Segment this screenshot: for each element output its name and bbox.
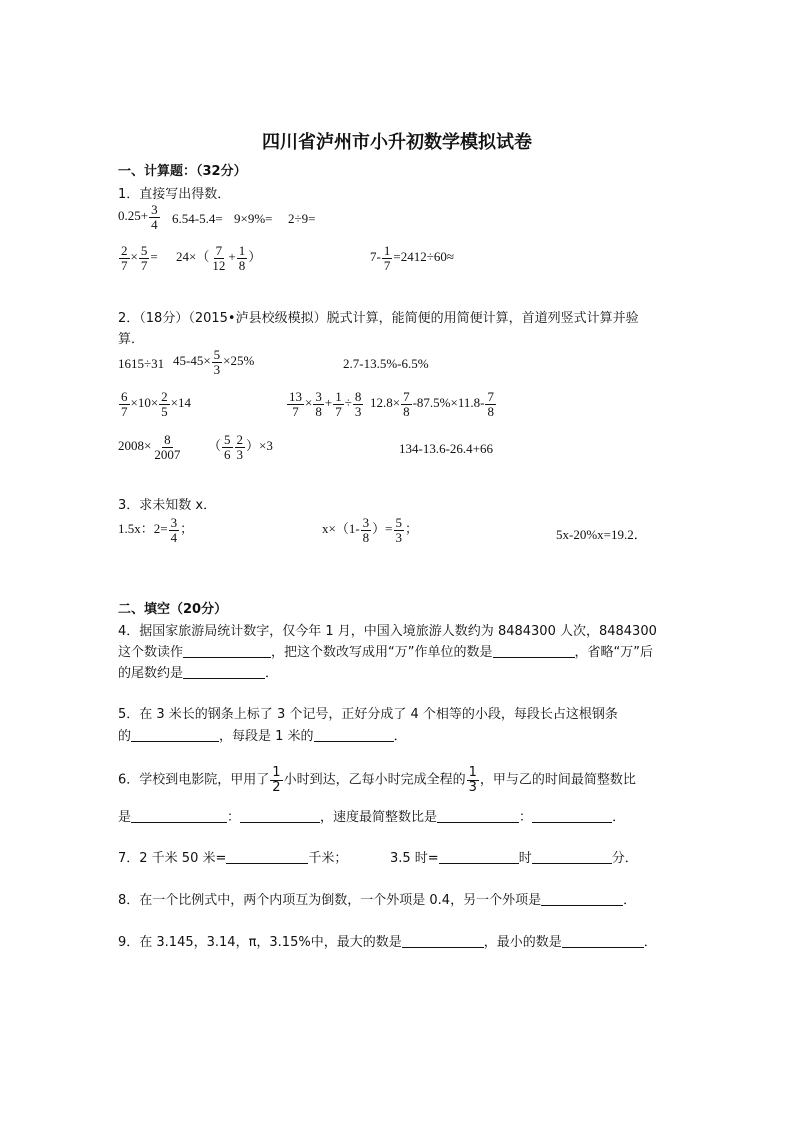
fraction: $\frac{5}{3}$ (395, 515, 403, 545)
question-5-line2: 的 ，每段是 1 米的 ． (118, 729, 407, 744)
fraction: $\frac{3}{4}$ (151, 202, 158, 232)
answer-blank[interactable] (562, 935, 644, 948)
q1-row2-item-c: 7- $\frac{1}{7}$ =2412÷60≈ (370, 243, 454, 273)
question-5-line1: 5．在 3 米长的钢条上标了 3 个记号，正好分成了 4 个相等的小段，每段长占这根钢条 (118, 707, 618, 722)
answer-blank[interactable] (226, 851, 308, 864)
q2-row2-item-b: $\frac{13}{7}$ × $\frac{3}{8}$ + $\frac{1}{7}$ ÷ $\frac{8}{3}$ (289, 389, 362, 419)
question-2-label-line1: 2．（18分）（2015•泸县校级模拟）脱式计算，能简便的用简便计算，首道列竖式计算并验 (118, 311, 639, 326)
answer-blank[interactable] (439, 851, 519, 864)
fraction: $\frac{2}{3}$ (236, 432, 244, 462)
fraction: $\frac{1}{7}$ (383, 243, 391, 273)
fraction: $\frac{3}{8}$ (362, 515, 370, 545)
page-title: 四川省泸州市小升初数学模拟试卷 (262, 132, 532, 153)
q3-item-a: 1.5x：2= $\frac{3}{4}$ ； (118, 515, 194, 545)
q2-row2-item-c: 12.8× $\frac{7}{8}$ -87.5%×11.8- $\frac{7}{8}$ (370, 389, 494, 419)
question-6-line2: 是 ： ，速度最简整数比是 ： ． (118, 810, 626, 825)
fraction: $\frac{1}{8}$ (238, 243, 246, 273)
q3-item-b: x×（1- $\frac{3}{8}$ ）= $\frac{5}{3}$ ； (322, 515, 419, 545)
q2-row1-item-a: 1615÷31 (118, 356, 165, 371)
question-4-line2: 这个数读作 ，把这个数改写成用“万”作单位的数是 ，省略“万”后 (118, 645, 653, 660)
fraction: $\frac{5}{3}$ (213, 347, 221, 377)
q1-row2-item-d: 2412÷60≈ (400, 249, 454, 265)
fraction: $\frac{5}{6}$ (224, 432, 231, 462)
fraction: $\frac{1}{7}$ (335, 389, 342, 419)
q1-row2-item-a: $\frac{2}{7}$ × $\frac{5}{7}$ = (121, 243, 158, 273)
question-3-label: 3．求未知数 x． (118, 498, 217, 513)
answer-blank[interactable] (493, 645, 575, 658)
answer-blank[interactable] (541, 893, 623, 906)
question-4-line1: 4．据国家旅游局统计数字，仅今年 1 月，中国入境旅游人数约为 8484300 人次，8484300 (118, 624, 657, 639)
fraction: $\frac{1}{2}$ (272, 765, 281, 795)
section-heading-calculation: 一、计算题：（32分） (118, 164, 247, 179)
fraction: $\frac{1}{3}$ (468, 765, 477, 795)
fraction: $\frac{2}{7}$ (121, 243, 128, 273)
q1-row1-item-b: 6.54-5.4= (172, 211, 223, 226)
q2-row2-item-a: $\frac{6}{7}$ ×10× $\frac{2}{5}$ ×14 (121, 389, 192, 419)
fraction: $\frac{3}{8}$ (315, 389, 322, 419)
fraction: $\frac{8}{2007}$ (154, 432, 181, 462)
answer-blank[interactable] (240, 810, 320, 823)
fraction: $\frac{7}{8}$ (487, 389, 494, 419)
q2-row1-item-b: 45-45× $\frac{5}{3}$ ×25% (173, 347, 255, 377)
answer-blank[interactable] (437, 810, 519, 823)
q1-row2-item-b: 24×（ $\frac{7}{12}$ + $\frac{1}{8}$ ） (176, 243, 262, 273)
answer-blank[interactable] (532, 810, 612, 823)
fraction: $\frac{3}{4}$ (170, 515, 178, 545)
q1-row1-item-d: 2÷9= (288, 211, 316, 226)
question-9: 9．在 3.145，3.14，π，3.15%中，最大的数是 ，最小的数是 ． (118, 935, 657, 950)
fraction: $\frac{7}{12}$ (212, 243, 226, 273)
fraction: $\frac{13}{7}$ (289, 389, 302, 419)
q1-row1-item-c: 9×9%= (234, 211, 273, 226)
answer-blank[interactable] (532, 851, 612, 864)
question-7-part2: 3.5 时= 时 分． (390, 851, 638, 866)
q2-row3-item-a: 2008× $\frac{8}{2007}$ (118, 432, 181, 462)
question-1-label: 1．直接写出得数． (118, 187, 231, 202)
fraction: $\frac{7}{8}$ (403, 389, 410, 419)
fraction: $\frac{6}{7}$ (121, 389, 128, 419)
q2-row3-item-b: （ $\frac{5}{6}$ $\frac{2}{3}$ ）×3 (208, 432, 273, 462)
answer-blank[interactable] (183, 666, 265, 679)
q2-row3-item-c: 134-13.6-26.4+66 (399, 441, 493, 456)
fraction: $\frac{2}{5}$ (161, 389, 168, 419)
answer-blank[interactable] (402, 935, 484, 948)
answer-blank[interactable] (131, 810, 227, 823)
q3-item-c: 5x-20%x=19.2． (556, 527, 647, 542)
answer-blank[interactable] (183, 645, 271, 658)
fraction: $\frac{8}{3}$ (354, 389, 362, 419)
section-heading-fill-in: 二、填空（20分） (118, 602, 228, 617)
question-2-label-line2: 算． (118, 332, 145, 347)
question-7: 7．2 千米 50 米= 千米； (118, 851, 348, 866)
answer-blank[interactable] (131, 729, 219, 742)
question-8: 8．在一个比例式中，两个内项互为倒数，一个外项是 0.4，另一个外项是 ． (118, 893, 637, 908)
q1-row1-item-a: 0.25+ $\frac{3}{4}$ (118, 202, 158, 232)
answer-blank[interactable] (314, 729, 394, 742)
q2-row1-item-c: 2.7-13.5%-6.5% (343, 356, 429, 371)
question-6-line1: 6．学校到电影院，甲用了 $\frac{1}{2}$ 小时到达，乙每小时完成全程的 $\frac{1}{3}$ ，甲与乙的时间最简整数比 (118, 765, 636, 795)
question-4-line3: 的尾数约是 ． (118, 666, 279, 681)
fraction: $\frac{5}{7}$ (140, 243, 148, 273)
